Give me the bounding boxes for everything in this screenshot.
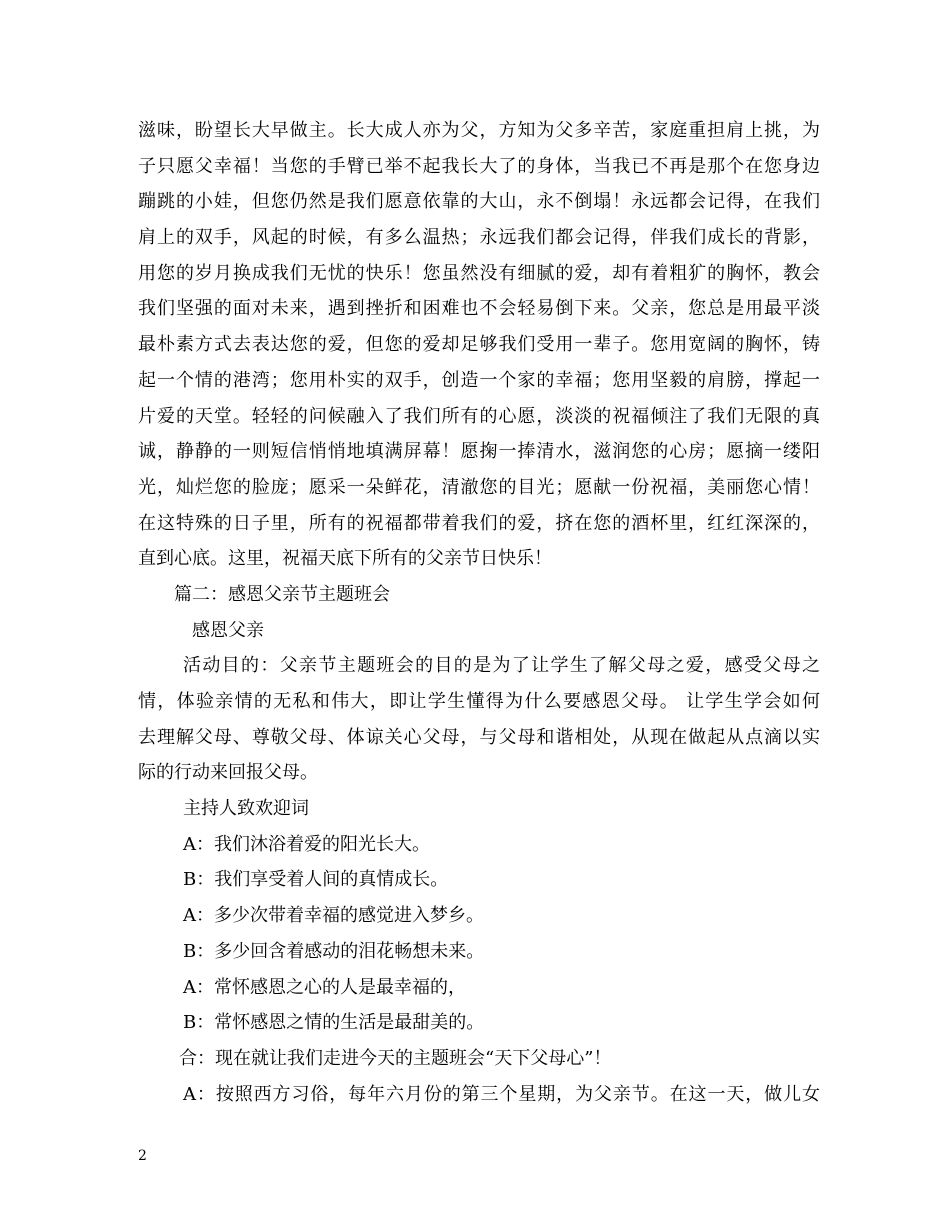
paragraph-line: 滋味，盼望长大早做主。长大成人亦为父，方知为父多辛苦，家庭重担肩上挑，为 — [138, 120, 820, 141]
paragraph-line: 际的行动来回报父母。 — [138, 762, 318, 784]
document-body — [138, 113, 820, 1112]
paragraph-line: 诚，静静的一则短信悄悄地填满屏幕！愿掬一捧清水，滋润您的心房；愿摘一缕阳 — [138, 441, 820, 463]
section-subheading: 主持人致欢迎词 — [183, 798, 309, 820]
dialogue-line: 合：现在就让我们走进今天的主题班会“天下父母心”！ — [179, 1047, 612, 1069]
paragraph-line: 片爱的天堂。轻轻的问候融入了我们所有的心愿，淡淡的祝福倾注了我们无限的真 — [138, 405, 820, 427]
paragraph-line: 情，体验亲情的无私和伟大，即让学生懂得为什么要感恩父母。 让学生学会如何 — [138, 691, 820, 712]
paragraph-line: 去理解父母、尊敬父母、体谅关心父母，与父母和谐相处，从现在做起从点滴以实 — [138, 726, 820, 748]
dialogue-line: B：常怀感恩之情的生活是最甜美的。 — [183, 1012, 485, 1034]
paragraph-line: 我们坚强的面对未来，遇到挫折和困难也不会轻易倒下来。父亲，您总是用最平淡 — [138, 298, 820, 320]
section-subheading: 感恩父亲 — [192, 619, 264, 641]
page-number: 2 — [138, 1148, 147, 1164]
dialogue-line: A：多少次带着幸福的感觉进入梦乡。 — [183, 905, 484, 927]
paragraph-line: 蹦跳的小娃，但您仍然是我们愿意依靠的大山，永不倒塌！永远都会记得，在我们 — [138, 191, 820, 213]
paragraph-line: 最朴素方式去表达您的爱，但您的爱却足够我们受用一辈子。您用宽阔的胸怀，铸 — [138, 334, 820, 356]
paragraph-line: 在这特殊的日子里，所有的祝福都带着我们的爱，挤在您的酒杯里，红红深深的， — [138, 512, 820, 534]
paragraph-line: 子只愿父幸福！当您的手臂已举不起我长大了的身体，当我已不再是那个在您身边 — [138, 155, 820, 177]
dialogue-line: B：我们享受着人间的真情成长。 — [183, 869, 449, 891]
dialogue-line: A：按照西方习俗，每年六月份的第三个星期，为父亲节。在这一天，做儿女 — [183, 1083, 820, 1105]
dialogue-line: A：我们沐浴着爱的阳光长大。 — [183, 833, 430, 855]
paragraph-line: 起一个情的港湾；您用朴实的双手，创造一个家的幸福；您用坚毅的肩膀，撑起一 — [138, 369, 820, 391]
dialogue-line: A：常怀感恩之心的人是最幸福的， — [183, 976, 466, 998]
paragraph-line: 直到心底。这里，祝福天底下所有的父亲节日快乐！ — [138, 548, 552, 570]
dialogue-line: B：多少回含着感动的泪花畅想未来。 — [183, 940, 485, 962]
paragraph-line: 肩上的双手，风起的时候，有多么温热；永远我们都会记得，伴我们成长的背影， — [138, 227, 820, 249]
paragraph-line: 光，灿烂您的脸庞；愿采一朵鲜花，清澈您的目光；愿献一份祝福，美丽您心情！ — [138, 476, 820, 498]
paragraph-line: 活动目的：父亲节主题班会的目的是为了让学生了解父母之爱，感受父母之 — [183, 655, 820, 677]
paragraph-line: 用您的岁月换成我们无忧的快乐！您虽然没有细腻的爱，却有着粗犷的胸怀，教会 — [138, 262, 820, 284]
section-heading: 篇二：感恩父亲节主题班会 — [174, 583, 390, 605]
